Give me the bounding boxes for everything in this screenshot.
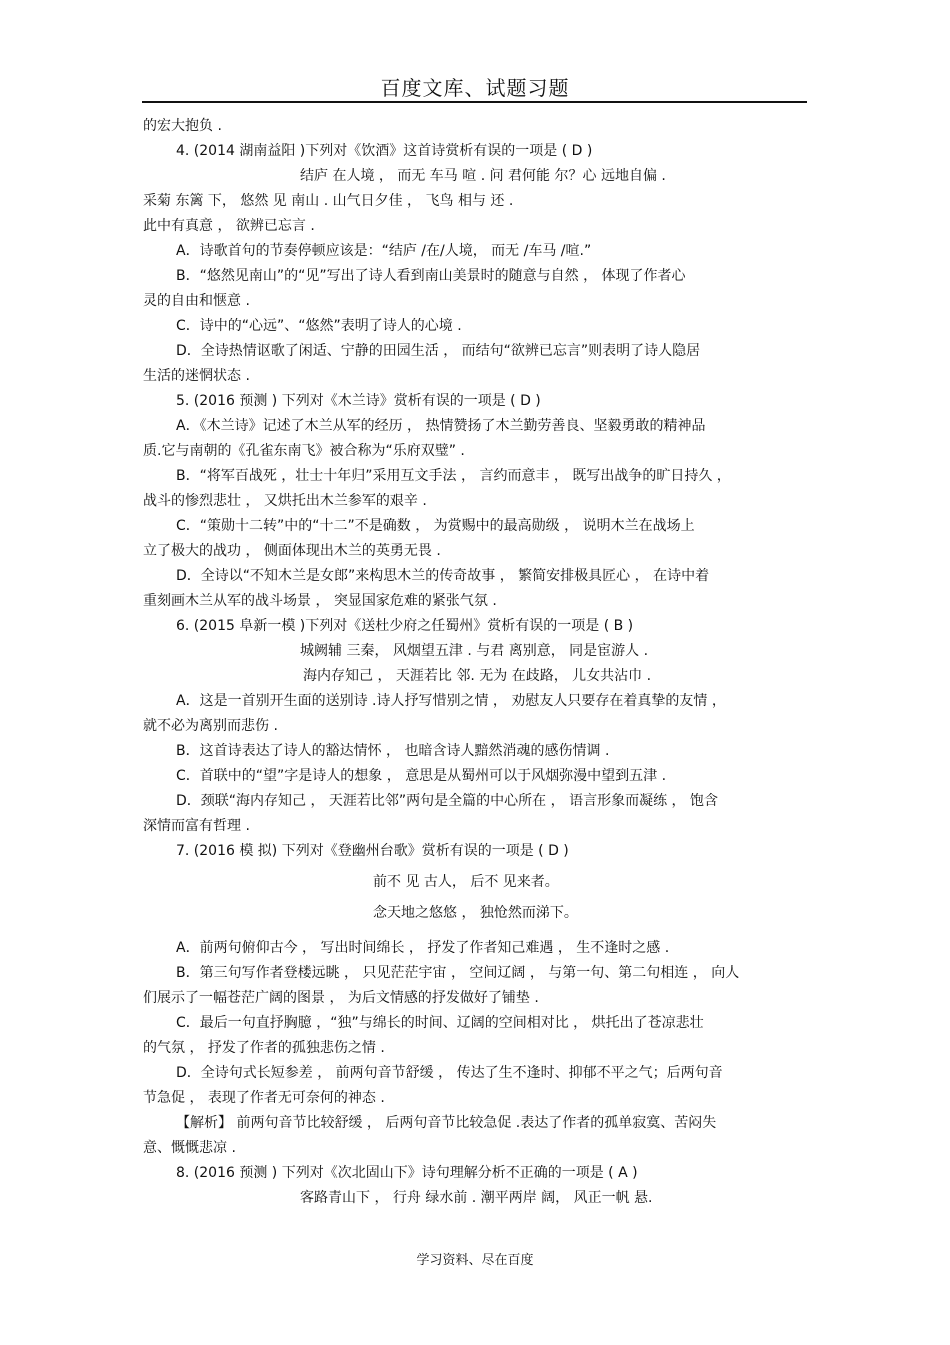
text-line: 生活的迷惘状态 . xyxy=(143,368,250,384)
text-line: 们展示了一幅苍茫广阔的图景 ， 为后文情感的抒发做好了铺垫 . xyxy=(143,990,539,1006)
poem-line: 此中有真意 ， 欲辨已忘言 . xyxy=(143,218,315,234)
question-8-stem: 8. (2016 预测 ) 下列对《次北固山下》诗句理解分析不正确的一项是 ( A ) xyxy=(176,1165,638,1181)
header-divider xyxy=(142,101,807,103)
poem-line: 海内存知己 ， 天涯若比 邻. 无为 在歧路， 儿女共沾巾 . xyxy=(303,668,652,684)
option-b: B．这首诗表达了诗人的豁达情怀 ， 也暗含诗人黯然消魂的感伤情调 . xyxy=(176,743,610,759)
analysis-text: 【解析】 前两句音节比较舒缓 ， 后两句音节比较急促 .表达了作者的孤单寂寞、苦闷失 xyxy=(176,1115,717,1131)
option-c: C．诗中的“心远”、“悠然”表明了诗人的心境 . xyxy=(176,318,462,334)
option-a: A．这是一首别开生面的送别诗 .诗人抒写惜别之情 ， 劝慰友人只要存在着真挚的友情 ， xyxy=(176,693,726,709)
spacer xyxy=(143,926,807,936)
text-line: 就不必为离别而悲伤 . xyxy=(143,718,278,734)
poem-line: 采菊 东篱 下， 悠然 见 南山 . 山气日夕佳 ， 飞鸟 相与 还 . xyxy=(143,193,514,209)
text-line: 质.它与南朝的《孔雀东南飞》被合称为“乐府双璧” . xyxy=(143,443,465,459)
option-d: D．全诗以“不知木兰是女郎”来构思木兰的传奇故事 ， 繁简安排极具匠心 ， 在诗中着 xyxy=(176,568,710,584)
poem-line: 念天地之悠悠 ， 独怆然而涕下。 xyxy=(373,905,578,921)
option-d: D．颈联“海内存知己 ， 天涯若比邻”两句是全篇的中心所在 ， 语言形象而凝练 ， 饱含 xyxy=(176,793,718,809)
question-7-stem: 7. (2016 模 拟) 下列对《登幽州台歌》赏析有误的一项是 ( D ) xyxy=(176,843,569,859)
document-body xyxy=(143,114,807,1211)
poem-line: 城阙辅 三秦， 风烟望五津 . 与君 离别意， 同是宦游人 . xyxy=(300,643,649,659)
page-header-title: 百度文库、试题习题 xyxy=(380,76,570,100)
option-b: B．第三句写作者登楼远眺 ， 只见茫茫宇宙 ， 空间辽阔 ， 与第一句、第二句相连 ， 向人 xyxy=(176,965,740,981)
poem-line: 前不 见 古人， 后不 见来者。 xyxy=(373,874,559,890)
question-6-stem: 6. (2015 阜新一模 )下列对《送杜少府之任蜀州》赏析有误的一项是 ( B ) xyxy=(176,618,634,634)
question-4-stem: 4. (2014 湖南益阳 )下列对《饮酒》这首诗赏析有误的一项是 ( D ) xyxy=(176,143,593,159)
option-a: A．《木兰诗》记述了木兰从军的经历 ， 热情赞扬了木兰勤劳善良、坚毅勇敢的精神品 xyxy=(176,418,706,434)
option-c: C．“策勋十二转”中的“十二”不是确数 ， 为赏赐中的最高勋级 ， 说明木兰在战场上 xyxy=(176,518,695,534)
text-line: 的气氛 ， 抒发了作者的孤独悲伤之情 . xyxy=(143,1040,385,1056)
poem-line: 客路青山下 ， 行舟 绿水前 . 潮平两岸 阔， 风正一帆 悬. xyxy=(300,1190,653,1206)
text-line: 节急促 ， 表现了作者无可奈何的神态 . xyxy=(143,1090,385,1106)
text-line: 深情而富有哲理 . xyxy=(143,818,250,834)
option-d: D．全诗句式长短参差 ， 前两句音节舒缓 ， 传达了生不逢时、抑郁不平之气；后两句音 xyxy=(176,1065,723,1081)
option-a: A．诗歌首句的节奏停顿应该是：“结庐 /在/人境， 而无 /车马 /喧.” xyxy=(176,243,592,259)
text-line: 重刻画木兰从军的战斗场景 ， 突显国家危难的紧张气氛 . xyxy=(143,593,497,609)
option-c: C．最后一句直抒胸臆 ，“独”与绵长的时间、辽阔的空间相对比 ， 烘托出了苍凉悲壮 xyxy=(176,1015,704,1031)
option-a: A．前两句俯仰古今 ， 写出时间绵长 ， 抒发了作者知己难遇 ， 生不逢时之感 . xyxy=(176,940,670,956)
question-5-stem: 5. (2016 预测 ) 下列对《木兰诗》赏析有误的一项是 ( D ) xyxy=(176,393,541,409)
text-line: 意、慨慨悲凉 . xyxy=(143,1140,236,1156)
page-footer: 学习资料、尽在百度 xyxy=(416,1253,534,1268)
option-b: B．“悠然见南山”的“见”写出了诗人看到南山美景时的随意与自然 ， 体现了作者心 xyxy=(176,268,686,284)
poem-line: 结庐 在人境 ， 而无 车马 喧 . 问 君何能 尔？心 远地自偏 . xyxy=(300,168,666,184)
text-line: 灵的自由和惬意 . xyxy=(143,293,250,309)
option-b: B．“将军百战死 ，壮士十年归”采用互文手法 ， 言约而意丰 ， 既写出战争的旷日持久 ， xyxy=(176,468,731,484)
text-line: 立了极大的战功 ， 侧面体现出木兰的英勇无畏 . xyxy=(143,543,441,559)
option-c: C．首联中的“望”字是诗人的想象 ， 意思是从蜀州可以于风烟弥漫中望到五津 . xyxy=(176,768,667,784)
option-d: D．全诗热情讴歌了闲适、宁静的田园生活 ， 而结句“欲辨已忘言”则表明了诗人隐居 xyxy=(176,343,701,359)
text-line: 的宏大抱负 . xyxy=(143,118,222,134)
text-line: 战斗的惨烈悲壮 ， 又烘托出木兰参军的艰辛 . xyxy=(143,493,427,509)
